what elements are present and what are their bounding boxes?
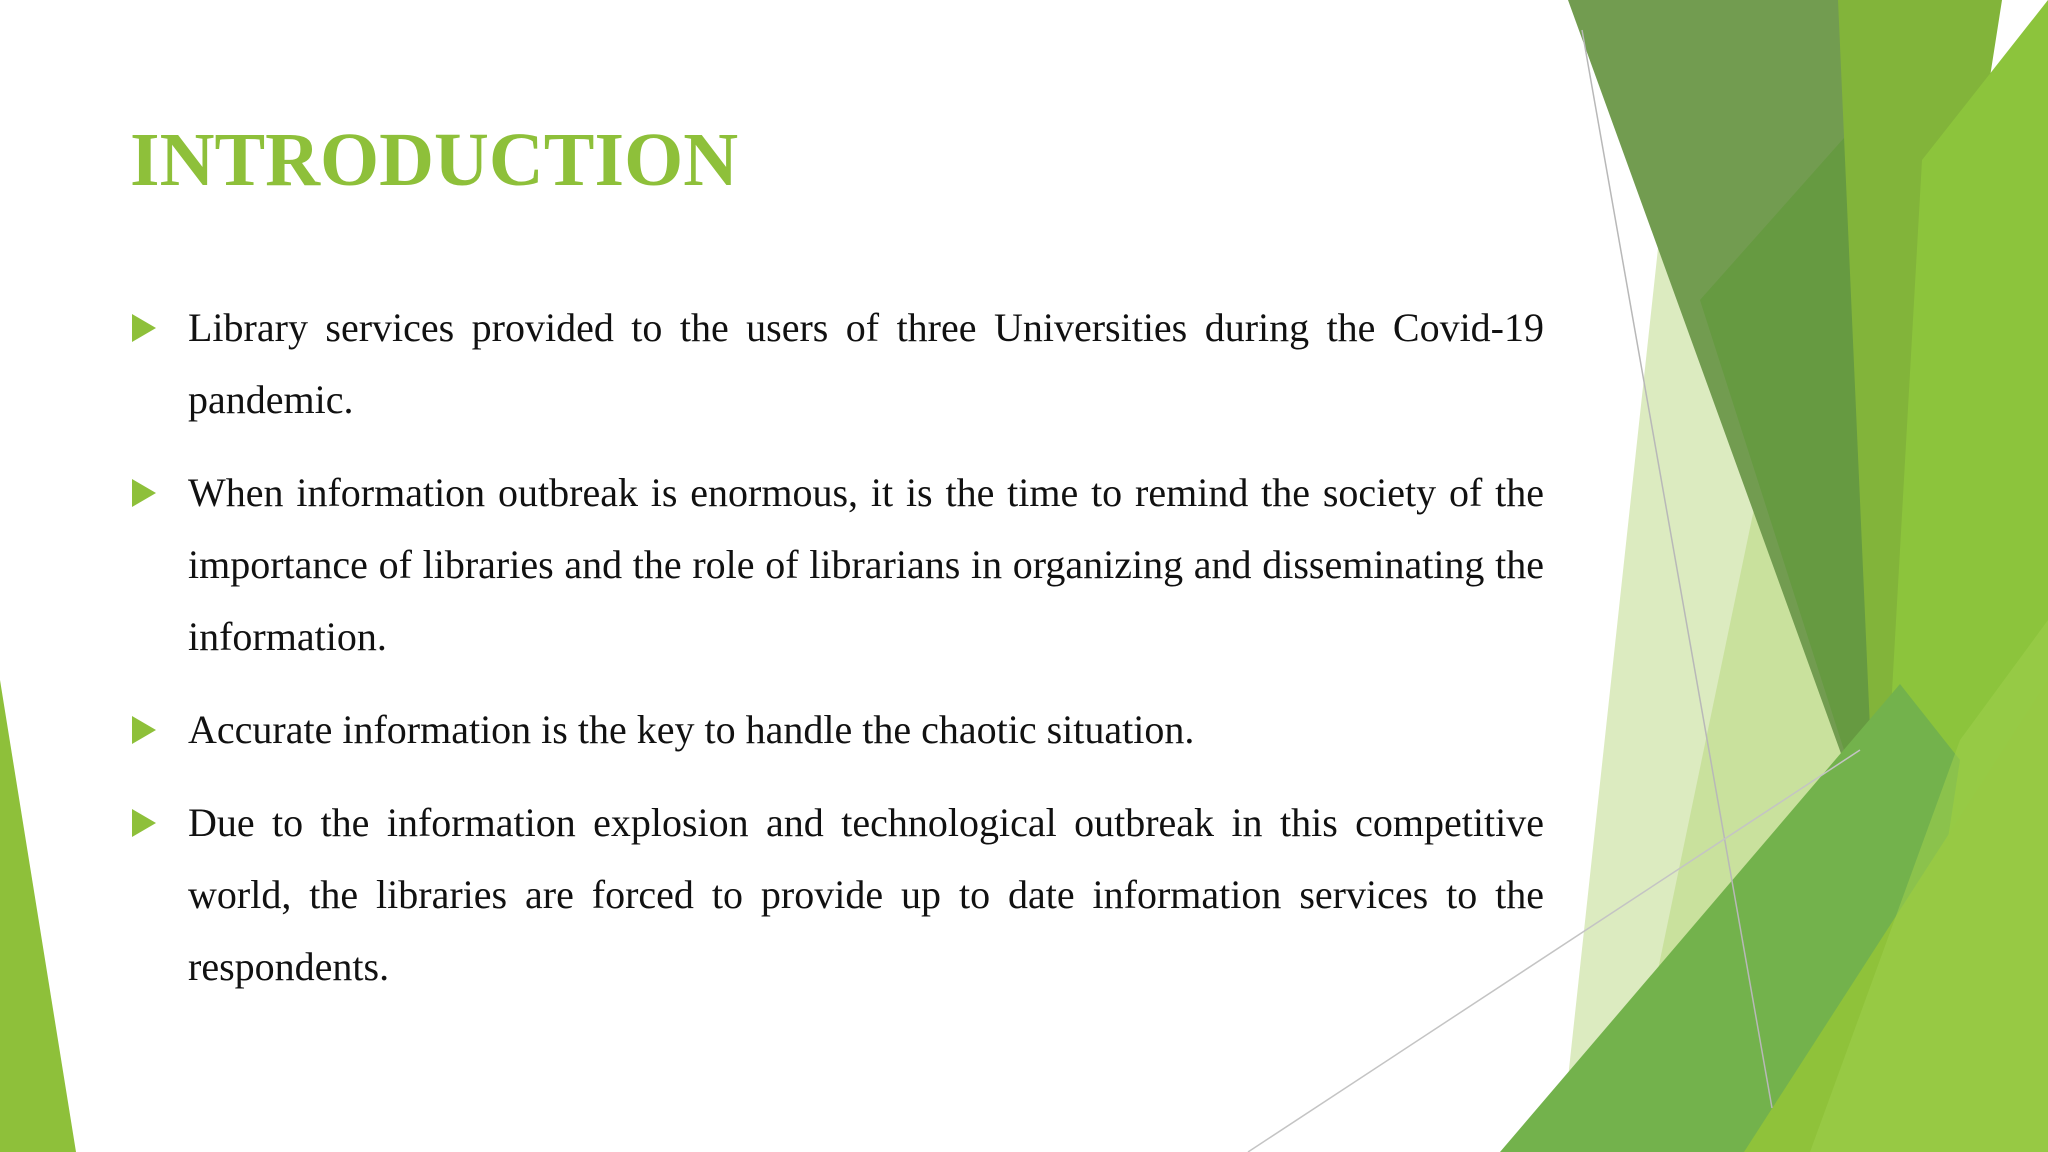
triangle-arrow-right-icon [132, 716, 156, 744]
bullet-item [132, 787, 1544, 1003]
bullet-text: Accurate information is the key to handle the chaotic situation. [188, 707, 1195, 752]
bullet-list [132, 292, 1544, 1024]
triangle-arrow-right-icon [132, 479, 156, 507]
bullet-item [132, 694, 1544, 766]
bullet-item [132, 457, 1544, 673]
bullet-item [132, 292, 1544, 436]
left-green-sliver [0, 680, 76, 1152]
bullet-text: Due to the information explosion and technological outbreak in this competitive world, the libraries are forced to provide up to date information services to the respondents. [188, 800, 1544, 989]
slide-title: INTRODUCTION [130, 118, 739, 202]
triangle-arrow-right-icon [132, 314, 156, 342]
triangle-arrow-right-icon [132, 809, 156, 837]
bullet-text: Library services provided to the users of three Universities during the Covid-19 pandemic. [188, 305, 1544, 422]
bullet-text: When information outbreak is enormous, it is the time to remind the society of the importance of libraries and the role of librarians in organizing and disseminating the information. [188, 470, 1544, 659]
